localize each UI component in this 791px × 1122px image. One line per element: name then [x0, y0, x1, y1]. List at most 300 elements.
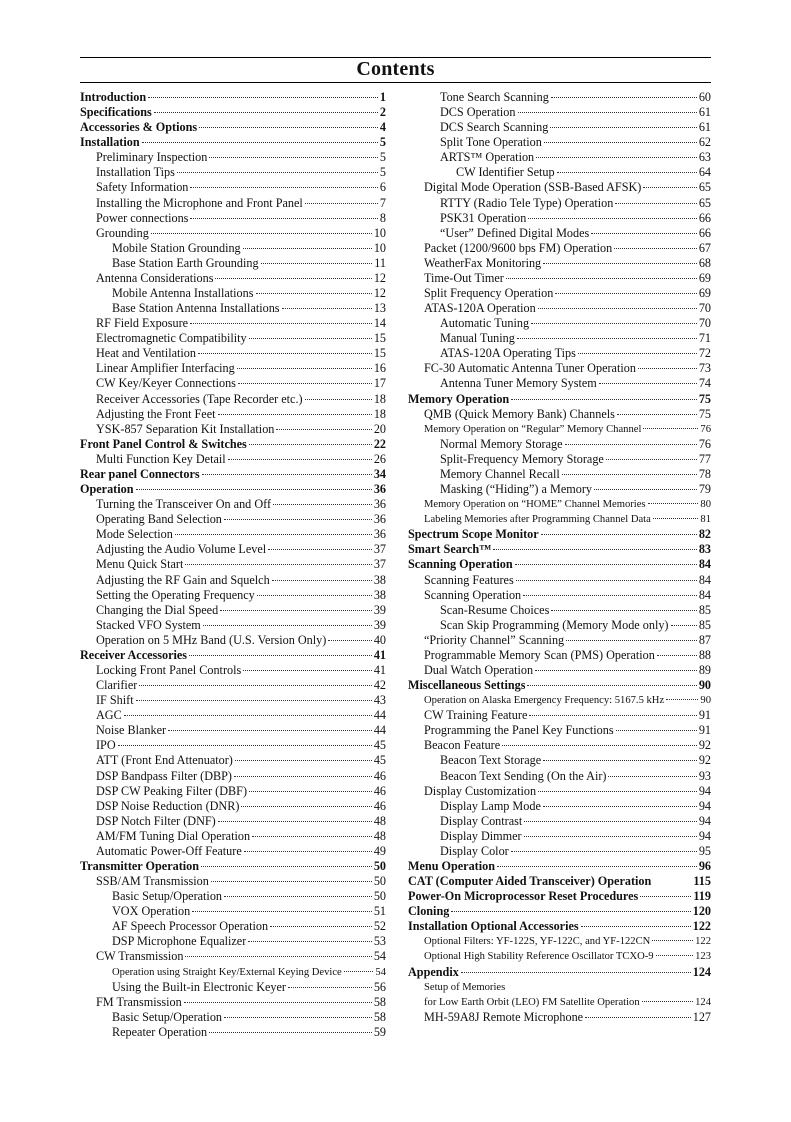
toc-entry[interactable]	[80, 211, 386, 226]
toc-entry[interactable]	[80, 437, 386, 452]
toc-entry[interactable]	[80, 1010, 386, 1025]
toc-entry[interactable]	[408, 663, 711, 678]
toc-leader-dots	[190, 323, 372, 324]
toc-entry[interactable]	[80, 376, 386, 391]
toc-entry-page: 70	[698, 316, 711, 331]
toc-leader-dots	[224, 1017, 372, 1018]
toc-entry[interactable]	[80, 150, 386, 165]
toc-entry-page: 76	[698, 436, 711, 451]
toc-entry-page: 119	[693, 889, 711, 904]
toc-entry[interactable]	[408, 618, 711, 633]
toc-entry[interactable]	[80, 663, 386, 678]
toc-entry-page: 122	[692, 919, 711, 934]
toc-entry[interactable]	[408, 512, 711, 527]
toc-entry[interactable]	[408, 120, 711, 135]
toc-entry-page: 67	[698, 240, 711, 255]
toc-entry-label: Display Contrast	[440, 813, 523, 828]
toc-entry[interactable]	[408, 799, 711, 814]
toc-entry-page: 69	[698, 270, 711, 285]
toc-entry-page: 46	[373, 783, 386, 798]
toc-entry[interactable]	[80, 949, 386, 964]
toc-leader-dots	[541, 534, 697, 535]
toc-leader-dots	[215, 278, 371, 279]
toc-entry-label: Display Lamp Mode	[440, 798, 541, 813]
toc-entry[interactable]	[408, 633, 711, 648]
toc-entry[interactable]	[80, 452, 386, 467]
toc-entry[interactable]	[408, 542, 711, 557]
toc-entry[interactable]	[80, 844, 386, 859]
toc-entry-page: 81	[700, 514, 711, 526]
toc-entry-label: Memory Channel Recall	[440, 466, 560, 481]
toc-entry-label: Receiver Accessories	[80, 647, 188, 662]
toc-entry[interactable]	[408, 904, 711, 919]
toc-entry-page: 68	[698, 255, 711, 270]
toc-entry[interactable]	[80, 980, 386, 995]
toc-leader-dots	[517, 338, 697, 339]
toc-entry-label: Operation on Alaska Emergency Frequency: 5167.5 kHz	[424, 695, 665, 707]
toc-entry[interactable]	[80, 196, 386, 211]
toc-entry[interactable]	[408, 376, 711, 391]
toc-leader-dots	[192, 911, 372, 912]
toc-entry-page: 40	[373, 632, 386, 647]
toc-entry-page: 87	[698, 632, 711, 647]
toc-entry-label: Rear panel Connectors	[80, 466, 200, 481]
toc-leader-dots	[648, 503, 699, 504]
toc-entry-label: FM Transmission	[96, 994, 182, 1009]
toc-entry[interactable]	[408, 934, 711, 949]
toc-entry-label: Memory Operation on “Regular” Memory Channel	[424, 423, 642, 435]
toc-entry-label: Adjusting the Front Feet	[96, 406, 216, 421]
toc-entry-label: Base Station Antenna Installations	[112, 301, 280, 316]
toc-leader-dots	[244, 851, 372, 852]
toc-leader-dots	[185, 564, 371, 565]
toc-entry[interactable]	[408, 392, 711, 407]
toc-entry-page: 36	[373, 527, 386, 542]
toc-entry-label: DSP Noise Reduction (DNR)	[96, 798, 240, 813]
toc-entry[interactable]	[408, 256, 711, 271]
toc-leader-dots	[249, 338, 372, 339]
toc-entry-page: 34	[373, 466, 386, 481]
toc-leader-dots	[252, 836, 372, 837]
toc-entry-label: for Low Earth Orbit (LEO) FM Satellite Operation	[424, 996, 640, 1008]
toc-entry[interactable]	[408, 889, 711, 904]
toc-entry-label: IF Shift	[96, 693, 134, 708]
toc-leader-dots	[524, 821, 697, 822]
toc-entry[interactable]	[80, 256, 386, 271]
toc-entry[interactable]	[408, 829, 711, 844]
toc-leader-dots	[566, 640, 697, 641]
toc-leader-dots	[557, 172, 697, 173]
toc-entry[interactable]	[80, 618, 386, 633]
toc-entry[interactable]	[408, 361, 711, 376]
toc-entry[interactable]	[80, 120, 386, 135]
toc-entry-label: DSP CW Peaking Filter (DBF)	[96, 783, 247, 798]
toc-entry[interactable]	[408, 331, 711, 346]
toc-entry-page: 49	[373, 843, 386, 858]
toc-leader-dots	[551, 97, 697, 98]
toc-leader-dots	[198, 353, 372, 354]
toc-entry[interactable]	[80, 814, 386, 829]
toc-entry[interactable]	[408, 980, 711, 995]
toc-leader-dots	[550, 127, 696, 128]
toc-entry[interactable]	[80, 165, 386, 180]
toc-entry-label: Adjusting the Audio Volume Level	[96, 542, 267, 557]
toc-entry[interactable]	[80, 693, 386, 708]
toc-entry[interactable]	[408, 557, 711, 572]
toc-entry[interactable]	[80, 784, 386, 799]
toc-entry[interactable]	[408, 573, 711, 588]
toc-entry[interactable]	[408, 769, 711, 784]
toc-entry[interactable]	[408, 814, 711, 829]
toc-entry-label: Digital Mode Operation (SSB-Based AFSK)	[424, 180, 642, 195]
toc-entry[interactable]	[80, 392, 386, 407]
toc-entry-label: Grounding	[96, 225, 149, 240]
toc-leader-dots	[528, 218, 696, 219]
toc-leader-dots	[203, 625, 372, 626]
toc-leader-dots	[136, 700, 372, 701]
toc-entry[interactable]	[408, 919, 711, 934]
toc-entry-label: RF Field Exposure	[96, 316, 189, 331]
toc-entry[interactable]	[80, 135, 386, 150]
toc-entry[interactable]	[408, 316, 711, 331]
toc-entry[interactable]	[80, 995, 386, 1010]
toc-entry[interactable]	[408, 90, 711, 105]
toc-leader-dots	[506, 278, 697, 279]
toc-entry[interactable]	[408, 874, 711, 889]
toc-leader-dots	[224, 519, 372, 520]
toc-entry[interactable]	[408, 678, 711, 693]
toc-entry[interactable]	[408, 588, 711, 603]
toc-entry-label: Mobile Antenna Installations	[112, 286, 254, 301]
toc-leader-dots	[581, 926, 691, 927]
toc-entry[interactable]	[408, 753, 711, 768]
toc-entry-page: 80	[700, 499, 711, 511]
toc-entry[interactable]	[408, 708, 711, 723]
toc-entry[interactable]	[80, 723, 386, 738]
toc-entry[interactable]	[408, 467, 711, 482]
toc-entry[interactable]	[408, 422, 711, 437]
toc-entry[interactable]	[80, 588, 386, 603]
toc-leader-dots	[305, 399, 372, 400]
toc-entry[interactable]	[80, 859, 386, 874]
toc-leader-dots	[139, 685, 372, 686]
toc-entry[interactable]	[408, 452, 711, 467]
toc-entry[interactable]	[408, 301, 711, 316]
toc-entry-label: Electromagnetic Compatibility	[96, 331, 247, 346]
toc-entry[interactable]	[80, 965, 386, 980]
toc-leader-dots	[585, 1017, 691, 1018]
toc-entry[interactable]	[408, 346, 711, 361]
toc-entry[interactable]	[80, 738, 386, 753]
toc-entry-page: 42	[373, 678, 386, 693]
toc-leader-dots	[218, 414, 372, 415]
toc-entry-page: 46	[373, 768, 386, 783]
toc-entry-page: 92	[698, 753, 711, 768]
toc-entry-page: 11	[374, 255, 386, 270]
toc-entry-label: RTTY (Radio Tele Type) Operation	[440, 195, 614, 210]
toc-entry[interactable]	[408, 135, 711, 150]
toc-entry[interactable]	[80, 346, 386, 361]
toc-entry-page: 54	[375, 966, 386, 978]
toc-entry[interactable]	[408, 995, 711, 1010]
toc-entry[interactable]	[408, 844, 711, 859]
toc-entry-page: 124	[695, 996, 711, 1008]
toc-entry-page: 66	[698, 225, 711, 240]
toc-entry[interactable]	[408, 859, 711, 874]
toc-entry[interactable]	[80, 542, 386, 557]
toc-entry-label: Display Customization	[424, 783, 537, 798]
toc-entry-page: 65	[698, 180, 711, 195]
toc-entry-label: Antenna Considerations	[96, 270, 214, 285]
toc-entry-label: Cloning	[408, 904, 450, 919]
toc-entry[interactable]	[80, 180, 386, 195]
toc-entry-label: Installation Optional Accessories	[408, 919, 579, 934]
toc-entry[interactable]	[80, 1025, 386, 1040]
toc-entry-page: 37	[373, 542, 386, 557]
toc-leader-dots	[531, 323, 697, 324]
toc-entry-label: Memory Operation on “HOME” Channel Memories	[424, 499, 646, 511]
toc-entry[interactable]	[80, 316, 386, 331]
toc-leader-dots	[543, 760, 697, 761]
toc-leader-dots	[562, 474, 697, 475]
toc-entry-label: AF Speech Processor Operation	[112, 919, 269, 934]
toc-entry[interactable]	[80, 226, 386, 241]
toc-leader-dots	[154, 112, 378, 113]
toc-entry[interactable]	[80, 557, 386, 572]
toc-entry-label: Automatic Tuning	[440, 316, 530, 331]
toc-entry[interactable]	[408, 196, 711, 211]
toc-entry-page: 20	[373, 421, 386, 436]
toc-entry-page: 13	[373, 301, 386, 316]
toc-entry[interactable]	[80, 708, 386, 723]
toc-entry-label: Time-Out Timer	[424, 270, 504, 285]
toc-leader-dots	[211, 881, 372, 882]
toc-entry-label: FC-30 Automatic Antenna Tuner Operation	[424, 361, 636, 376]
toc-entry-label: Optional High Stability Reference Oscillator TCXO-9	[424, 951, 654, 963]
toc-entry[interactable]	[80, 301, 386, 316]
toc-entry-page: 120	[692, 904, 711, 919]
toc-leader-dots	[241, 806, 371, 807]
toc-entry[interactable]	[80, 467, 386, 482]
toc-entry[interactable]	[408, 738, 711, 753]
toc-leader-dots	[220, 610, 372, 611]
toc-leader-dots	[249, 791, 372, 792]
toc-entry-label: Display Dimmer	[440, 828, 522, 843]
toc-entry[interactable]	[80, 331, 386, 346]
toc-entry-label: Mode Selection	[96, 527, 173, 542]
toc-entry-page: 83	[698, 542, 711, 557]
toc-entry-label: Base Station Earth Grounding	[112, 255, 259, 270]
toc-entry-label: Beacon Feature	[424, 738, 501, 753]
toc-entry[interactable]	[80, 753, 386, 768]
toc-entry-label: Beacon Text Sending (On the Air)	[440, 768, 607, 783]
toc-entry[interactable]	[80, 934, 386, 949]
toc-entry-label: Stacked VFO System	[96, 617, 201, 632]
toc-entry[interactable]	[80, 286, 386, 301]
toc-entry[interactable]	[408, 286, 711, 301]
toc-entry[interactable]	[408, 949, 711, 964]
toc-leader-dots	[185, 956, 371, 957]
toc-entry[interactable]	[408, 180, 711, 195]
toc-entry-page: 123	[695, 951, 711, 963]
toc-leader-dots	[551, 610, 696, 611]
toc-entry-label: Operation on 5 MHz Band (U.S. Version Only)	[96, 632, 327, 647]
toc-entry[interactable]	[408, 271, 711, 286]
toc-entry-page: 50	[373, 889, 386, 904]
toc-entry[interactable]	[408, 784, 711, 799]
toc-entry-page: 69	[698, 286, 711, 301]
toc-entry-page: 75	[698, 391, 711, 406]
toc-entry-label: Smart Search™	[408, 542, 492, 557]
toc-entry-page: 60	[698, 90, 711, 104]
toc-entry[interactable]	[408, 497, 711, 512]
toc-leader-dots	[256, 293, 372, 294]
toc-entry-label: Memory Operation	[408, 391, 510, 406]
toc-entry-page: 41	[373, 662, 386, 677]
toc-leader-dots	[190, 218, 378, 219]
toc-leader-dots	[209, 157, 378, 158]
toc-entry-label: DCS Operation	[440, 105, 516, 120]
toc-entry-page: 12	[373, 286, 386, 301]
toc-leader-dots	[615, 203, 696, 204]
toc-entry[interactable]	[80, 573, 386, 588]
toc-entry[interactable]	[408, 241, 711, 256]
toc-entry-page: 85	[698, 617, 711, 632]
toc-entry[interactable]	[80, 271, 386, 286]
toc-entry-label: ATAS-120A Operating Tips	[440, 346, 576, 361]
toc-entry-label: PSK31 Operation	[440, 210, 527, 225]
toc-entry-label: CW Transmission	[96, 949, 184, 964]
toc-entry-label: CW Training Feature	[424, 708, 528, 723]
toc-entry-page: 73	[698, 361, 711, 376]
toc-entry-label: DSP Microphone Equalizer	[112, 934, 247, 949]
toc-entry-page: 94	[698, 813, 711, 828]
toc-entry[interactable]	[408, 482, 711, 497]
toc-leader-dots	[268, 549, 372, 550]
page-title: Contents	[356, 58, 435, 80]
toc-leader-dots	[148, 97, 378, 98]
toc-entry[interactable]	[408, 603, 711, 618]
toc-entry[interactable]	[408, 105, 711, 120]
toc-entry-page: 10	[373, 225, 386, 240]
toc-leader-dots	[305, 203, 378, 204]
toc-entry[interactable]	[80, 497, 386, 512]
toc-entry[interactable]	[80, 603, 386, 618]
toc-entry-page: 48	[373, 828, 386, 843]
toc-entry-label: Heat and Ventilation	[96, 346, 196, 361]
toc-entry[interactable]	[80, 769, 386, 784]
toc-entry[interactable]	[80, 90, 386, 105]
toc-entry[interactable]	[408, 226, 711, 241]
toc-entry[interactable]	[80, 407, 386, 422]
toc-entry-label: Normal Memory Storage	[440, 436, 563, 451]
toc-entry-label: Basic Setup/Operation	[112, 1009, 223, 1024]
toc-leader-dots	[643, 428, 698, 429]
toc-entry-page: 38	[373, 587, 386, 602]
toc-entry[interactable]	[408, 1010, 711, 1025]
toc-leader-dots	[497, 866, 697, 867]
toc-leader-dots	[228, 459, 372, 460]
toc-entry-page: 95	[698, 843, 711, 858]
toc-entry-page: 39	[373, 617, 386, 632]
toc-entry-page: 45	[373, 753, 386, 768]
toc-entry-page: 58	[373, 994, 386, 1009]
toc-entry[interactable]	[80, 829, 386, 844]
toc-entry[interactable]	[408, 211, 711, 226]
toc-entry[interactable]	[408, 437, 711, 452]
toc-entry[interactable]	[80, 799, 386, 814]
toc-entry-label: Tone Search Scanning	[440, 90, 549, 104]
toc-entry-page: 51	[373, 904, 386, 919]
toc-entry-page: 44	[373, 708, 386, 723]
toc-leader-dots	[177, 172, 378, 173]
toc-entry-label: Scanning Features	[424, 572, 514, 587]
toc-entry-label: Basic Setup/Operation	[112, 889, 223, 904]
toc-entry[interactable]	[408, 965, 711, 980]
toc-leader-dots	[273, 504, 372, 505]
toc-entry[interactable]	[408, 693, 711, 708]
toc-entry-label: Mobile Station Grounding	[112, 240, 241, 255]
toc-entry-page: 89	[698, 662, 711, 677]
toc-entry-page: 7	[379, 195, 386, 210]
toc-entry-page: 12	[373, 270, 386, 285]
toc-leader-dots	[124, 715, 372, 716]
toc-entry[interactable]	[80, 633, 386, 648]
toc-entry[interactable]	[80, 648, 386, 663]
toc-leader-dots	[272, 580, 372, 581]
toc-entry-label: Masking (“Hiding”) a Memory	[440, 482, 592, 497]
toc-entry[interactable]	[408, 150, 711, 165]
toc-entry[interactable]	[80, 241, 386, 256]
toc-entry-page: 56	[373, 979, 386, 994]
toc-entry-label: Programming the Panel Key Functions	[424, 723, 614, 738]
toc-entry-page: 122	[695, 936, 711, 948]
toc-entry-label: Transmitter Operation	[80, 858, 200, 873]
toc-entry[interactable]	[80, 874, 386, 889]
toc-entry[interactable]	[80, 904, 386, 919]
toc-entry-page: 124	[692, 964, 711, 979]
toc-entry-page: 15	[373, 346, 386, 361]
toc-leader-dots	[190, 187, 378, 188]
toc-entry[interactable]	[408, 723, 711, 738]
toc-entry[interactable]	[80, 422, 386, 437]
toc-entry[interactable]	[80, 105, 386, 120]
toc-leader-dots	[257, 595, 372, 596]
toc-leader-dots	[536, 157, 697, 158]
toc-entry[interactable]	[80, 889, 386, 904]
toc-entry-page: 90	[698, 678, 711, 693]
toc-entry[interactable]	[80, 919, 386, 934]
toc-entry[interactable]	[408, 165, 711, 180]
toc-entry-label: Miscellaneous Settings	[408, 678, 526, 693]
toc-entry[interactable]	[408, 648, 711, 663]
toc-entry[interactable]	[80, 678, 386, 693]
toc-entry[interactable]	[80, 361, 386, 376]
toc-leader-dots	[235, 760, 372, 761]
toc-leader-dots	[202, 474, 372, 475]
toc-entry-page: 15	[373, 331, 386, 346]
toc-entry-page: 5	[379, 150, 386, 165]
toc-leader-dots	[606, 459, 697, 460]
toc-entry[interactable]	[408, 407, 711, 422]
toc-entry-label: Front Panel Control & Switches	[80, 436, 247, 451]
toc-leader-dots	[671, 625, 697, 626]
toc-entry[interactable]	[408, 527, 711, 542]
toc-entry[interactable]	[80, 512, 386, 527]
toc-entry-label: SSB/AM Transmission	[96, 874, 209, 889]
toc-entry[interactable]	[80, 482, 386, 497]
toc-entry[interactable]	[80, 527, 386, 542]
